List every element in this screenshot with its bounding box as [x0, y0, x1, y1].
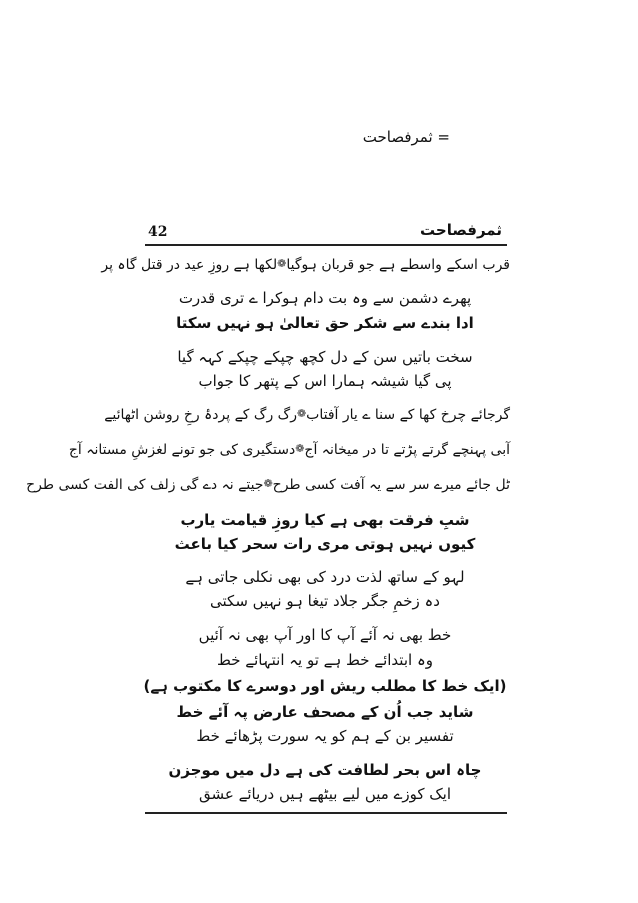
- verse-line: کیوں نہیں ہوتی مری رات سحر کیا باعث: [174, 535, 476, 553]
- verse-first-half: قرب اسکے واسطے ہے جو قربان ہوگیا: [286, 257, 510, 273]
- verse-line: لہو کے ساتھ لذت درد کی بھی نکلی جاتی ہے: [185, 568, 465, 586]
- verse-line: وہ ابتدائے خط ہے تو یہ انتہائے خط: [217, 651, 433, 669]
- flower-separator-icon: ❁: [263, 477, 273, 490]
- verse-couplet: [104, 407, 510, 423]
- verse-line: خط بھی نہ آئے آپ کا اور آپ بھی نہ آئیں: [198, 626, 452, 644]
- verse-line: ادا بندے سے شکر حق تعالیٰ ہو نہیں سکتا: [176, 314, 474, 332]
- verse-couplet: [68, 442, 510, 458]
- verse-second-half: رگ رگ کے پردۂ رخِ روشن اٹھائیے: [104, 407, 297, 423]
- verse-second-half: دستگیری کی جو تونے لغزشِ مستانہ آج: [68, 442, 296, 458]
- verse-first-half: گرجائے چرخ کھا کے سنا ے یار آفتاب: [306, 407, 510, 423]
- verse-line: شبِ فرقت بھی ہے کیا روزِ قیامت یارب: [180, 511, 470, 529]
- running-title: ثمرفصاحت: [420, 221, 502, 239]
- flower-separator-icon: ❁: [295, 442, 305, 455]
- verse-line: تفسیر بن کے ہم کو یہ سورت پڑھائے خط: [196, 727, 454, 745]
- verse-line: پھرے دشمن سے وہ بت دام ہوکرا ے تری قدرت: [178, 289, 472, 307]
- page-number: 42: [148, 224, 168, 240]
- verse-line: سخت باتیں سن کے دل کچھ چپکے چپکے کہہ گیا: [177, 348, 473, 366]
- verse-line: چاہ اس بحر لطافت کی ہے دل میں موجزن: [168, 761, 482, 779]
- chapter-title: = ثمرفصاحت: [362, 128, 450, 146]
- verse-second-half: جیتے نہ دے گی زلف کی الفت کسی طرح: [26, 477, 264, 493]
- verse-first-half: آبی پہنچے گرتے پڑتے تا در میخانہ آج: [304, 442, 510, 458]
- verse-line: پی گیا شیشہ ہمارا اس کے پتھر کا جواب: [198, 372, 452, 390]
- verse-couplet: [101, 257, 510, 273]
- flower-separator-icon: ❁: [277, 257, 287, 270]
- verse-couplet: [26, 477, 510, 493]
- verse-line: ایک کوزے میں لیے بیٹھے ہیں دریائے عشق: [198, 785, 452, 803]
- footer-rule: [145, 812, 507, 814]
- verse-second-half: لکھا ہے روزِ عید در قتل گاہ پر: [101, 257, 278, 273]
- header-rule: [145, 244, 507, 246]
- flower-separator-icon: ❁: [296, 407, 307, 420]
- verse-line: شاید جب اُن کے مصحف عارض پہ آئے خط: [176, 703, 474, 721]
- verse-note: (ایک خط کا مطلب ریش اور دوسرے کا مکتوب ہے): [143, 677, 507, 695]
- verse-line: دہ زخمِ جگر جلاد تیغا ہو نہیں سکتی: [210, 592, 440, 610]
- verse-first-half: ٹل جائے میرے سر سے یہ آفت کسی طرح: [272, 477, 510, 493]
